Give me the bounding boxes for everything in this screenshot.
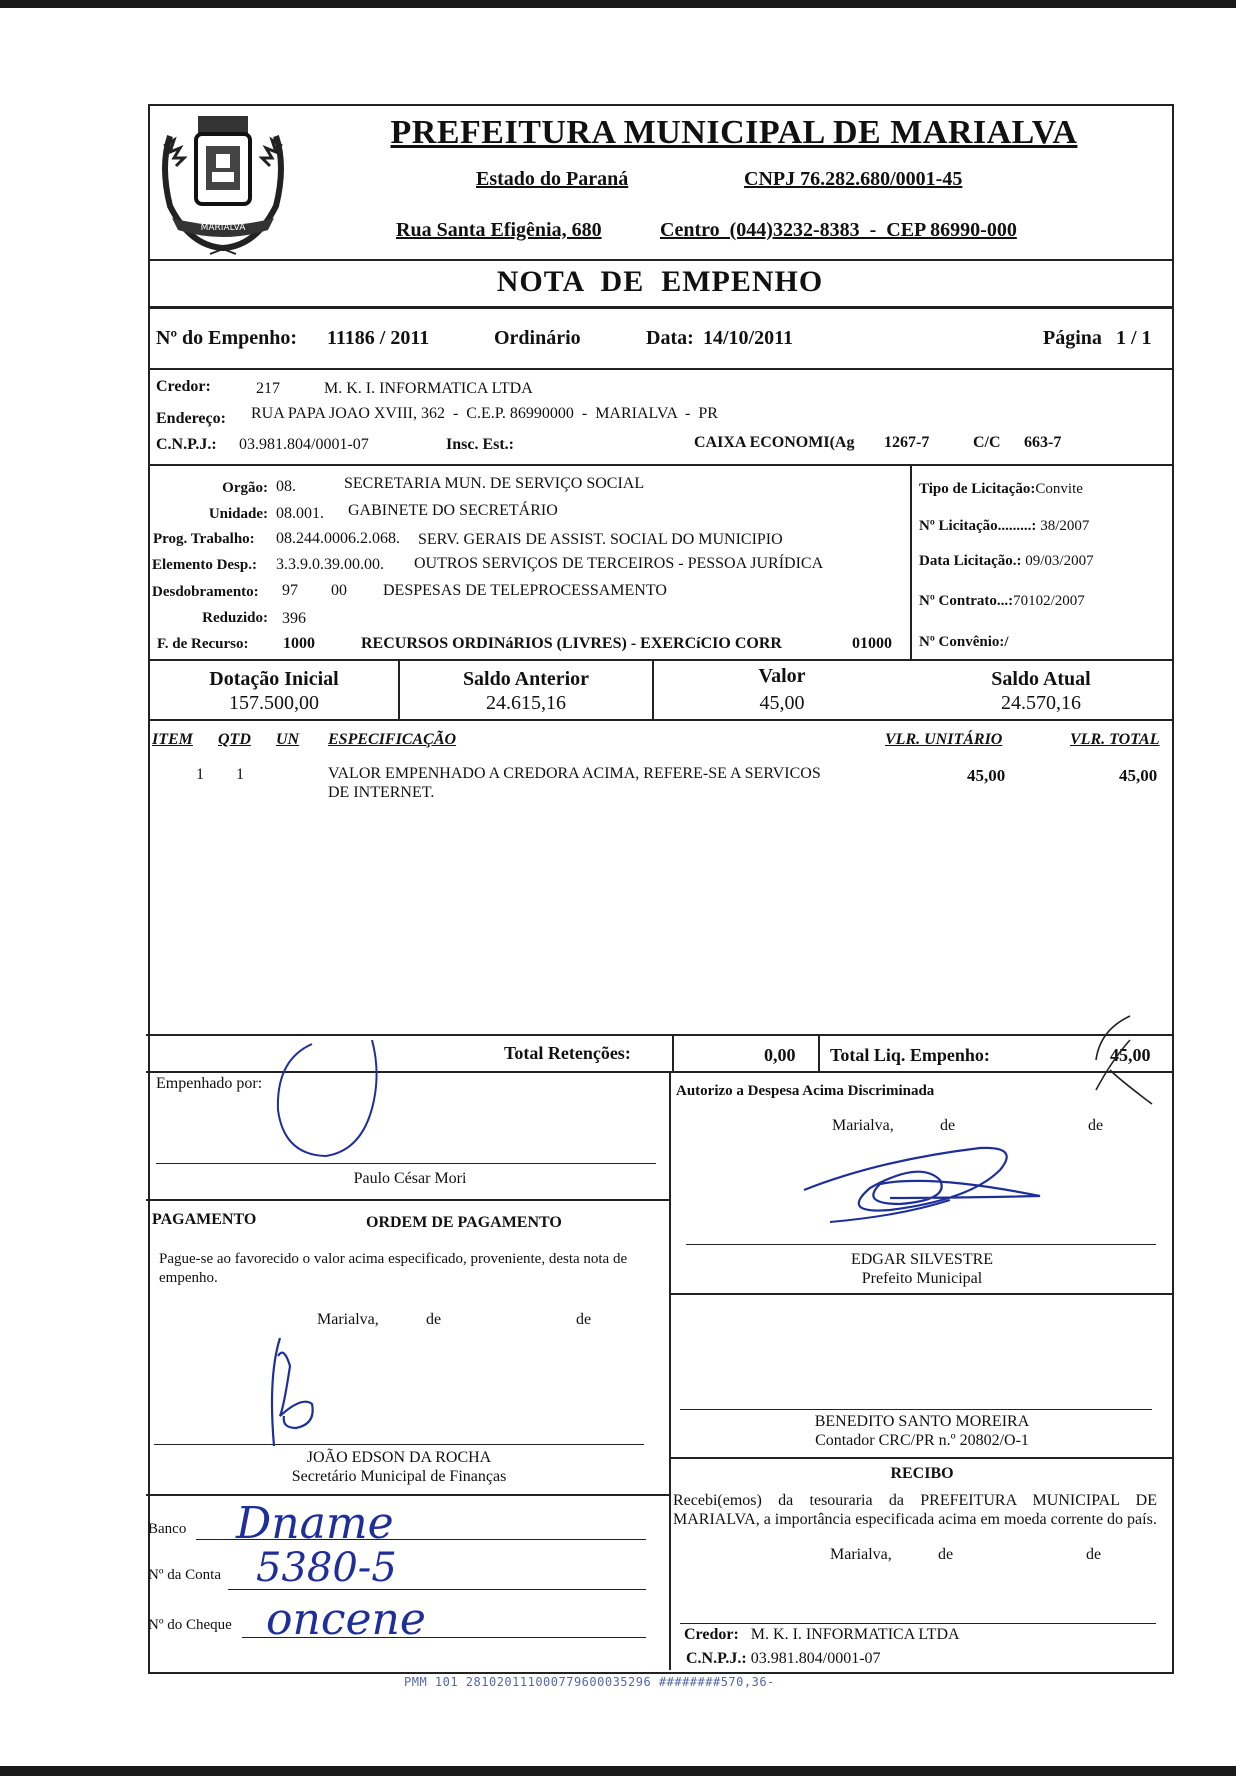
prog-trabalho-label: Prog. Trabalho: bbox=[153, 531, 255, 547]
credor-address: RUA PAPA JOAO XVIII, 362 - C.E.P. 86990000 - MARIALVA - PR bbox=[251, 405, 718, 422]
desdobramento-label: Desdobramento: bbox=[152, 584, 259, 600]
tipo-licitacao-label: Tipo de Licitação: bbox=[919, 481, 1036, 497]
recurso-code: 1000 bbox=[283, 635, 315, 652]
liq-empenho-label: Total Liq. Empenho: bbox=[830, 1045, 990, 1065]
elemento-name: OUTROS SERVIÇOS DE TERCEIROS - PESSOA JURÍDICA bbox=[414, 555, 824, 572]
recibo-cnpj-label: C.N.P.J.: bbox=[686, 1650, 747, 1667]
item-row-total: 45,00 bbox=[1119, 766, 1158, 785]
recibo-de2: de bbox=[1086, 1546, 1102, 1563]
pagamento-de1: de bbox=[426, 1311, 442, 1328]
col-qtd: QTD bbox=[218, 731, 251, 748]
elemento-code: 3.3.9.0.39.00.00. bbox=[276, 556, 384, 573]
desdobramento-name: DESPESAS DE TELEPROCESSAMENTO bbox=[383, 582, 667, 599]
conta-label: Nº da Conta bbox=[148, 1567, 221, 1583]
item-row-unit: 45,00 bbox=[967, 766, 1006, 785]
document-title: NOTA DE EMPENHO bbox=[496, 265, 824, 298]
prog-trabalho-code: 08.244.0006.2.068. bbox=[276, 530, 400, 547]
prefeito-signature-icon bbox=[800, 1140, 1050, 1240]
empenhado-name: Paulo César Mori bbox=[353, 1170, 467, 1187]
recibo-credor-label: Credor: bbox=[684, 1626, 739, 1643]
empenho-type: Ordinário bbox=[494, 327, 581, 349]
autorizo-de2: de bbox=[1088, 1117, 1104, 1134]
num-licitacao-label: Nº Licitação.........: bbox=[919, 518, 1037, 534]
insc-est-label: Insc. Est.: bbox=[446, 436, 515, 453]
footer-code: PMM 101 281020111000779600035296 ########570,36- bbox=[404, 1675, 775, 1689]
prefeito-name: EDGAR SILVESTRE bbox=[850, 1251, 994, 1268]
unidade-label: Unidade: bbox=[208, 506, 268, 522]
municipality-cnpj: CNPJ 76.282.680/0001-45 bbox=[744, 168, 963, 190]
cnpj-label: C.N.P.J.: bbox=[156, 436, 217, 453]
elemento-label: Elemento Desp.: bbox=[152, 557, 257, 573]
item-row-qtd: 1 bbox=[236, 766, 244, 783]
unidade-name: GABINETE DO SECRETÁRIO bbox=[348, 502, 558, 519]
cc-label: C/C bbox=[973, 434, 1001, 451]
banco-handwritten: Dname bbox=[236, 1498, 394, 1549]
col-vlr-unitario: VLR. UNITÁRIO bbox=[885, 731, 1003, 748]
saldo-atual-label: Saldo Atual bbox=[991, 668, 1091, 690]
credor-cnpj: 03.981.804/0001-07 bbox=[239, 436, 369, 453]
contador-name: BENEDITO SANTO MOREIRA bbox=[814, 1413, 1030, 1430]
saldo-anterior-value: 24.615,16 bbox=[486, 692, 566, 714]
page-value: 1 / 1 bbox=[1116, 327, 1152, 349]
orgao-name: SECRETARIA MUN. DE SERVIÇO SOCIAL bbox=[344, 475, 645, 492]
item-row-desc1: VALOR EMPENHADO A CREDORA ACIMA, REFERE-SE A SERVICOS bbox=[328, 765, 821, 782]
date-label: Data: bbox=[646, 327, 694, 349]
desdobramento-code2: 00 bbox=[331, 582, 347, 599]
saldo-anterior-label: Saldo Anterior bbox=[462, 668, 590, 690]
secretario-signature-icon bbox=[262, 1336, 332, 1456]
conta-handwritten: 5380-5 bbox=[256, 1545, 397, 1591]
empenho-label: Nº do Empenho: bbox=[156, 327, 298, 349]
ordem-pagamento-label: ORDEM DE PAGAMENTO bbox=[366, 1214, 562, 1231]
municipal-crest-icon bbox=[150, 106, 296, 256]
contrato-value: 70102/2007 bbox=[1013, 593, 1085, 609]
credor-code: 217 bbox=[256, 380, 280, 397]
desdobramento-code1: 97 bbox=[282, 582, 298, 599]
item-row-desc2: DE INTERNET. bbox=[328, 784, 435, 801]
scan-edge-top bbox=[0, 0, 1236, 8]
credor-bank: CAIXA ECONOMI(Ag bbox=[694, 434, 855, 451]
retencoes-value: 0,00 bbox=[764, 1045, 796, 1065]
liq-empenho-value: 45,00 bbox=[1110, 1045, 1151, 1065]
cheque-handwritten: oncene bbox=[266, 1594, 426, 1645]
state-name: Estado do Paraná bbox=[476, 168, 629, 190]
item-row-item: 1 bbox=[196, 766, 204, 783]
valor-label: Valor bbox=[758, 665, 806, 687]
recibo-city: Marialva, bbox=[830, 1546, 892, 1563]
recibo-cnpj: 03.981.804/0001-07 bbox=[750, 1650, 881, 1667]
address-label: Endereço: bbox=[156, 410, 226, 427]
empenho-number: 11186 / 2011 bbox=[327, 327, 430, 349]
credor-name: M. K. I. INFORMATICA LTDA bbox=[324, 380, 533, 397]
orgao-code: 08. bbox=[276, 478, 296, 495]
credor-label: Credor: bbox=[156, 378, 211, 395]
col-un: UN bbox=[276, 731, 300, 748]
reduzido-label: Reduzido: bbox=[202, 610, 268, 626]
data-licitacao-value: 09/03/2007 bbox=[1025, 553, 1094, 569]
reduzido-value: 396 bbox=[282, 610, 306, 627]
pagamento-text: Pague-se ao favorecido o valor acima especificado, proveniente, desta nota de empenho. bbox=[159, 1251, 628, 1286]
recibo-text: Recebi(emos) da tesouraria da PREFEITURA MUNICIPAL DE MARIALVA, a importância especificada acima em moeda corrente do país. bbox=[673, 1492, 1157, 1528]
retencoes-label: Total Retenções: bbox=[504, 1043, 631, 1063]
date-value: 14/10/2011 bbox=[703, 327, 794, 349]
contrato-label: Nº Contrato...: bbox=[919, 593, 1014, 609]
empenhado-label: Empenhado por: bbox=[156, 1075, 263, 1092]
municipality-contact: Centro (044)3232-8383 - CEP 86990-000 bbox=[660, 219, 1017, 241]
autorizo-city: Marialva, bbox=[832, 1117, 894, 1134]
recibo-title: RECIBO bbox=[890, 1465, 954, 1482]
cheque-label: Nº do Cheque bbox=[148, 1617, 232, 1633]
empenhado-signature-icon bbox=[268, 1040, 418, 1160]
secretario-name: JOÃO EDSON DA ROCHA bbox=[306, 1449, 492, 1466]
tipo-licitacao-value: Convite bbox=[1035, 481, 1083, 497]
autorizo-de1: de bbox=[940, 1117, 956, 1134]
total-checkmark-icon bbox=[1090, 1010, 1160, 1105]
col-vlr-total: VLR. TOTAL bbox=[1070, 731, 1160, 748]
convenio-label: Nº Convênio:/ bbox=[919, 634, 1009, 650]
pagamento-de2: de bbox=[576, 1311, 592, 1328]
page-label: Página bbox=[1043, 327, 1102, 349]
col-item: ITEM bbox=[152, 731, 193, 748]
col-especificacao: ESPECIFICAÇÃO bbox=[328, 731, 457, 748]
credor-agency: 1267-7 bbox=[884, 434, 930, 451]
municipality-address: Rua Santa Efigênia, 680 bbox=[396, 219, 602, 241]
recibo-de1: de bbox=[938, 1546, 954, 1563]
recurso-name: RECURSOS ORDINáRIOS (LIVRES) - EXERCíCIO CORR bbox=[361, 635, 782, 652]
banco-label: Banco bbox=[148, 1521, 187, 1537]
recurso-label: F. de Recurso: bbox=[157, 636, 249, 652]
dotacao-label: Dotação Inicial bbox=[209, 668, 339, 690]
recurso-suffix: 01000 bbox=[852, 635, 892, 652]
data-licitacao-label: Data Licitação.: bbox=[919, 553, 1022, 569]
pagamento-label: PAGAMENTO bbox=[152, 1211, 257, 1228]
saldo-atual-value: 24.570,16 bbox=[1001, 692, 1081, 714]
contador-role: Contador CRC/PR n.º 20802/O-1 bbox=[815, 1432, 1029, 1449]
num-licitacao-value: 38/2007 bbox=[1040, 518, 1090, 534]
secretario-role: Secretário Municipal de Finanças bbox=[291, 1468, 507, 1485]
prog-trabalho-name: SERV. GERAIS DE ASSIST. SOCIAL DO MUNICIPIO bbox=[418, 531, 783, 548]
credor-cc: 663-7 bbox=[1024, 434, 1062, 451]
valor-value: 45,00 bbox=[759, 692, 805, 714]
orgao-label: Orgão: bbox=[222, 480, 268, 496]
scan-edge-bottom bbox=[0, 1766, 1236, 1776]
unidade-code: 08.001. bbox=[276, 505, 324, 522]
municipality-title: PREFEITURA MUNICIPAL DE MARIALVA bbox=[390, 114, 1078, 151]
prefeito-role: Prefeito Municipal bbox=[861, 1270, 983, 1287]
dotacao-value: 157.500,00 bbox=[229, 692, 319, 714]
recibo-credor-name: M. K. I. INFORMATICA LTDA bbox=[750, 1626, 960, 1643]
autorizo-label: Autorizo a Despesa Acima Discriminada bbox=[676, 1083, 935, 1099]
pagamento-city: Marialva, bbox=[317, 1311, 379, 1328]
svg-text:MARIALVA: MARIALVA bbox=[200, 223, 246, 233]
